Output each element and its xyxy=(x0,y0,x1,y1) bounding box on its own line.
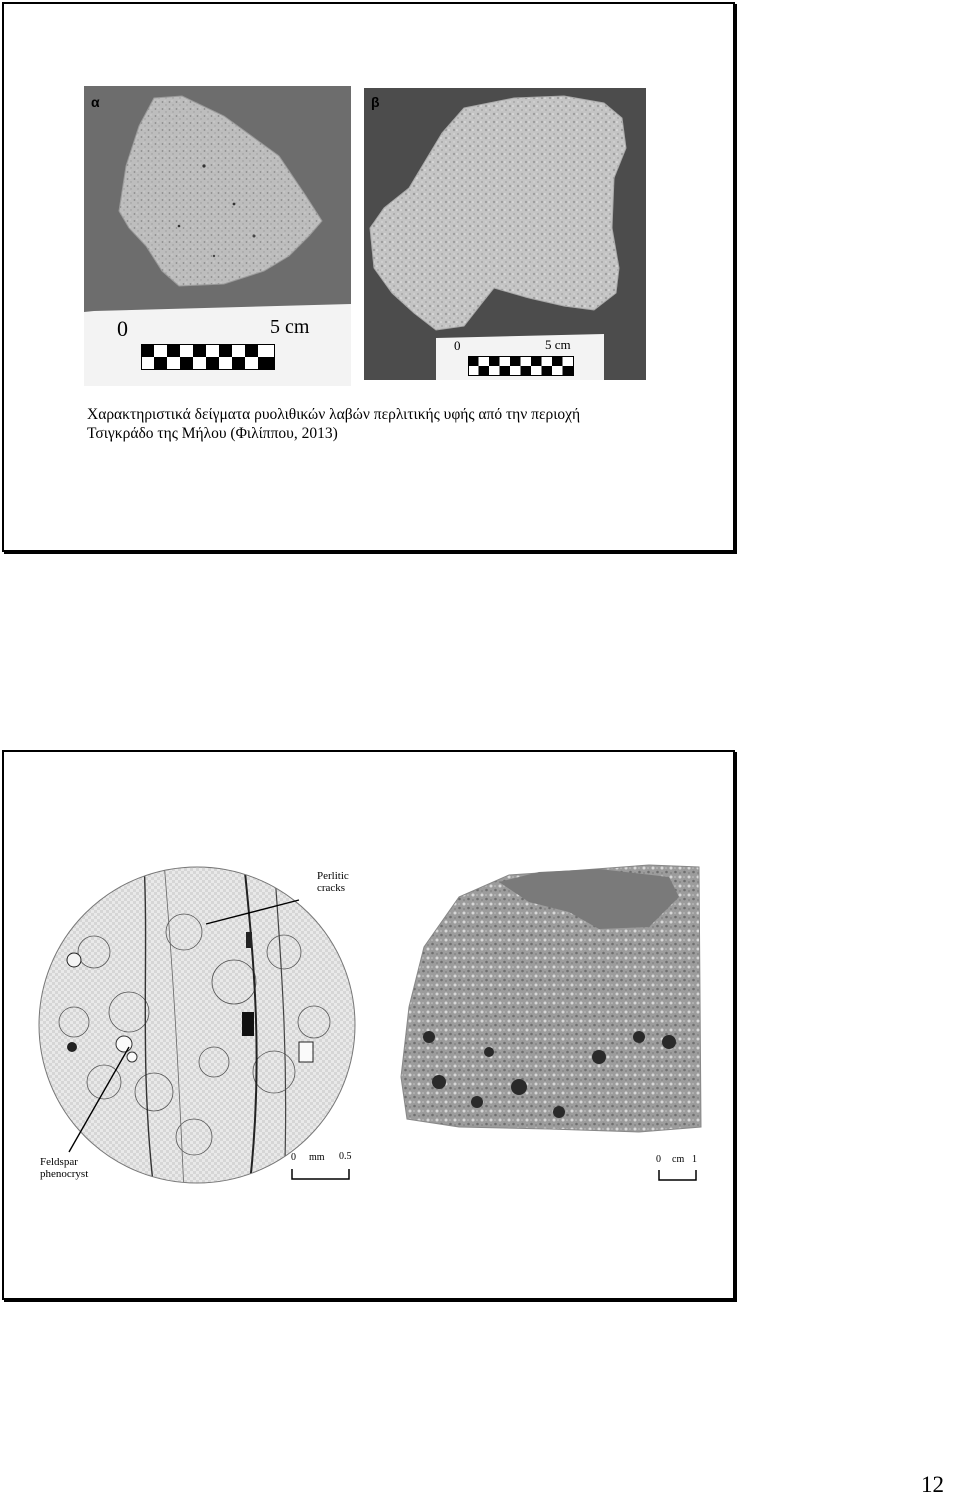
scale-beta-five: 5 cm xyxy=(545,337,571,352)
slide-2 xyxy=(2,750,735,1300)
page-number: 12 xyxy=(921,1472,944,1497)
hand-specimen-image xyxy=(399,857,719,1157)
slide-1 xyxy=(2,2,735,552)
scale-alpha-zero: 0 xyxy=(117,316,128,341)
caption-line-1: Χαρακτηριστικά δείγματα ρυολιθικών λαβών περλιτικής υφής από την περιοχή xyxy=(87,406,581,423)
micro-scale-unit: mm xyxy=(309,1152,325,1163)
scale-beta-zero: 0 xyxy=(454,338,461,353)
figure-caption xyxy=(87,405,687,443)
rock-sample-photo-beta xyxy=(364,88,646,380)
hand-scale-bar xyxy=(658,1168,698,1182)
caption-line-2: Τσιγκράδο της Μήλου (Φιλίππου, 2013) xyxy=(87,425,338,442)
photo-beta-label: β xyxy=(371,94,380,110)
scale-bar-alpha xyxy=(141,344,275,370)
hand-scale-max: 1 xyxy=(692,1154,697,1165)
scale-alpha-five: 5 cm xyxy=(270,316,310,338)
scale-bar-beta xyxy=(468,356,574,376)
rock-sample-photo-alpha xyxy=(84,86,351,386)
thin-section-micrograph xyxy=(34,862,359,1187)
feldspar-phenocryst-annotation: Feldspar phenocryst xyxy=(40,1156,89,1180)
micro-scale-bar xyxy=(291,1167,351,1181)
micro-scale-max: 0.5 xyxy=(339,1151,352,1162)
photo-alpha-label: α xyxy=(91,94,100,110)
micro-scale-zero: 0 xyxy=(291,1152,296,1163)
hand-scale-zero: 0 xyxy=(656,1154,661,1165)
rock-beta-image xyxy=(364,88,646,380)
perlitic-cracks-annotation: Perlitic cracks xyxy=(317,870,349,894)
hand-scale-unit: cm xyxy=(672,1154,685,1165)
